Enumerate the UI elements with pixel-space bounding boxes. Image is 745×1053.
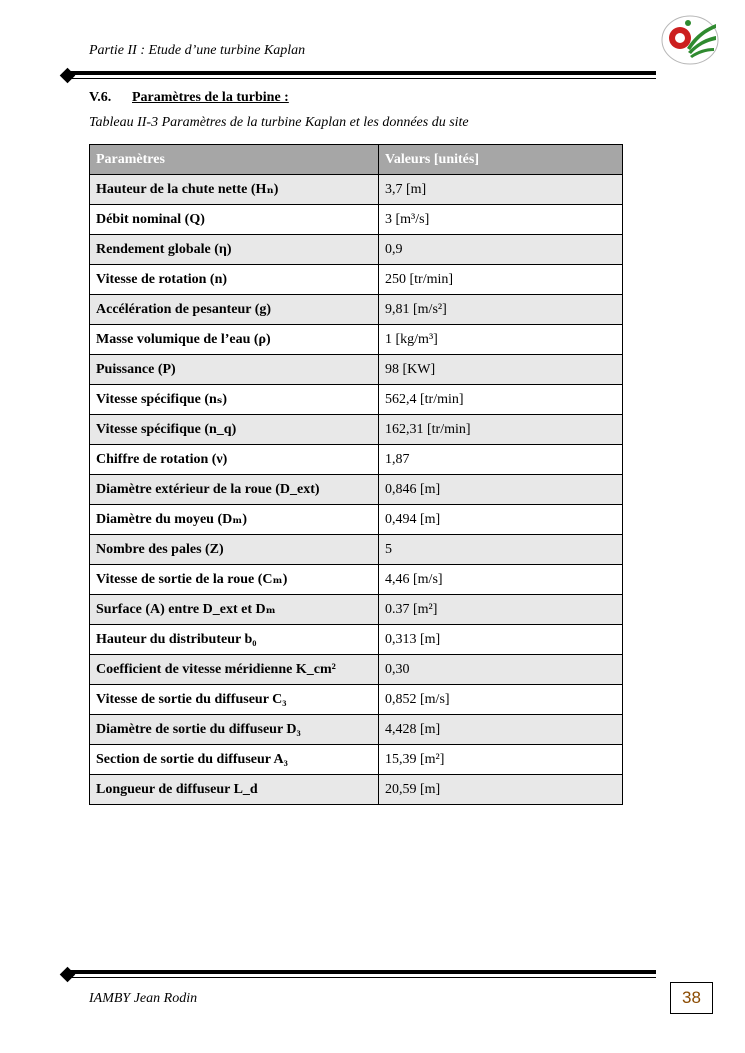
- row-label: Puissance (P): [90, 355, 379, 385]
- table-row: [90, 355, 623, 385]
- row-value: 5: [379, 535, 623, 565]
- row-value: 9,81 [m/s²]: [379, 295, 623, 325]
- row-value: 3 [m³/s]: [379, 205, 623, 235]
- row-value: 20,59 [m]: [379, 775, 623, 805]
- row-label: Hauteur du distributeur b₀: [90, 625, 379, 655]
- row-label: Hauteur de la chute nette (Hₙ): [90, 175, 379, 205]
- row-value: 162,31 [tr/min]: [379, 415, 623, 445]
- table-row: [90, 295, 623, 325]
- row-label: Longueur de diffuseur L_d: [90, 775, 379, 805]
- row-value: 0,30: [379, 655, 623, 685]
- row-label: Vitesse de sortie du diffuseur C₃: [90, 685, 379, 715]
- section-number: V.6.: [89, 90, 112, 105]
- row-value: 0.37 [m²]: [379, 595, 623, 625]
- table-row: [90, 265, 623, 295]
- table-caption: Tableau II-3 Paramètres de la turbine Kaplan et les données du site: [89, 115, 469, 130]
- row-label: Débit nominal (Q): [90, 205, 379, 235]
- table-row: [90, 565, 623, 595]
- page-header-title: Partie II : Etude d’une turbine Kaplan: [89, 43, 306, 58]
- table-row: [90, 655, 623, 685]
- table-row: [90, 535, 623, 565]
- row-label: Rendement globale (η): [90, 235, 379, 265]
- row-value: 4,46 [m/s]: [379, 565, 623, 595]
- table-row: [90, 505, 623, 535]
- row-label: Coefficient de vitesse méridienne K_cm²: [90, 655, 379, 685]
- row-label: Accélération de pesanteur (g): [90, 295, 379, 325]
- table-row: [90, 235, 623, 265]
- row-label: Chiffre de rotation (ν): [90, 445, 379, 475]
- row-value: 0,313 [m]: [379, 625, 623, 655]
- row-label: Surface (A) entre D_ext et Dₘ: [90, 595, 379, 625]
- section-heading: [89, 90, 289, 106]
- row-label: Vitesse spécifique (nₛ): [90, 385, 379, 415]
- header-parameters: Paramètres: [90, 145, 379, 175]
- row-value: 0,494 [m]: [379, 505, 623, 535]
- table-row: [90, 745, 623, 775]
- row-value: 3,7 [m]: [379, 175, 623, 205]
- table-row: [90, 685, 623, 715]
- table-row: [90, 325, 623, 355]
- table-row: [90, 205, 623, 235]
- parameters-table: [89, 144, 623, 805]
- row-value: 98 [KW]: [379, 355, 623, 385]
- table-row: [90, 475, 623, 505]
- row-value: 15,39 [m²]: [379, 745, 623, 775]
- table-row: [90, 625, 623, 655]
- row-value: 4,428 [m]: [379, 715, 623, 745]
- header-values: Valeurs [unités]: [379, 145, 623, 175]
- row-label: Nombre des pales (Z): [90, 535, 379, 565]
- row-label: Vitesse de sortie de la roue (Cₘ): [90, 565, 379, 595]
- row-value: 562,4 [tr/min]: [379, 385, 623, 415]
- table-row: [90, 385, 623, 415]
- table-header-row: [90, 145, 623, 175]
- row-label: Masse volumique de l’eau (ρ): [90, 325, 379, 355]
- row-value: 1,87: [379, 445, 623, 475]
- row-label: Vitesse spécifique (n_q): [90, 415, 379, 445]
- row-value: 0,846 [m]: [379, 475, 623, 505]
- page-number: 38: [670, 982, 713, 1014]
- row-value: 250 [tr/min]: [379, 265, 623, 295]
- row-value: 0,852 [m/s]: [379, 685, 623, 715]
- table-row: [90, 445, 623, 475]
- row-value: 1 [kg/m³]: [379, 325, 623, 355]
- university-logo-icon: [660, 14, 720, 66]
- row-label: Vitesse de rotation (n): [90, 265, 379, 295]
- table-row: [90, 775, 623, 805]
- row-label: Diamètre du moyeu (Dₘ): [90, 505, 379, 535]
- row-value: 0,9: [379, 235, 623, 265]
- section-title: Paramètres de la turbine :: [132, 90, 289, 105]
- row-label: Section de sortie du diffuseur A₃: [90, 745, 379, 775]
- table-row: [90, 175, 623, 205]
- footer-author: IAMBY Jean Rodin: [89, 991, 198, 1006]
- table-row: [90, 415, 623, 445]
- table-row: [90, 715, 623, 745]
- table-row: [90, 595, 623, 625]
- row-label: Diamètre extérieur de la roue (D_ext): [90, 475, 379, 505]
- row-label: Diamètre de sortie du diffuseur D₃: [90, 715, 379, 745]
